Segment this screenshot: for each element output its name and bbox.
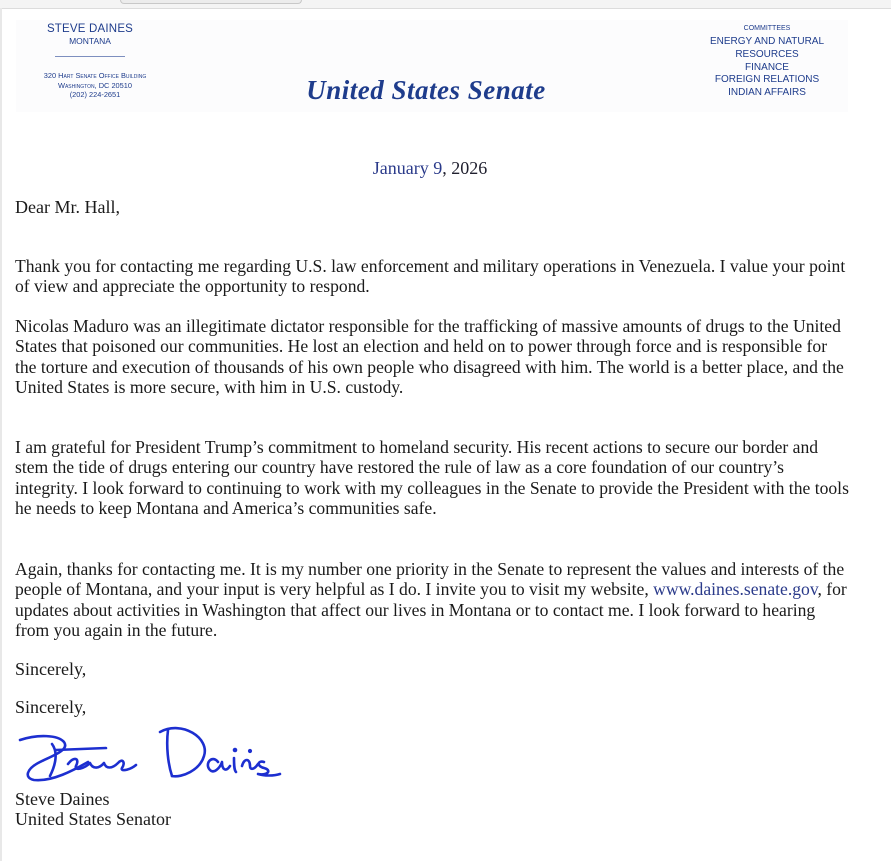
letterhead-title: United States Senate — [306, 75, 546, 105]
signature-name: Steve Daines — [15, 789, 110, 809]
tab-strip — [120, 0, 302, 4]
committee-item: FINANCE — [745, 61, 789, 73]
committee-item: ENERGY AND NATURAL — [709, 36, 825, 47]
office-address — [20, 71, 170, 100]
senator-name: STEVE DAINES — [46, 23, 134, 35]
address-line: (202) 224-2651 — [69, 90, 121, 99]
body-paragraph: Thank you for contacting me regarding U.S. law enforcement and military operations in Venezuela. I value your point of view and appreciate the opportunity to respond. — [15, 256, 846, 297]
committees-block — [696, 25, 838, 100]
committee-item: FOREIGN RELATIONS — [714, 74, 820, 86]
website-link[interactable]: www.daines.senate.gov — [653, 579, 818, 600]
window-left-edge — [0, 8, 2, 861]
salutation: Dear Mr. Hall, — [15, 197, 120, 217]
signature-title: United States Senator — [15, 809, 171, 830]
committee-item: RESOURCES — [735, 48, 799, 60]
letterhead-divider — [55, 56, 125, 57]
senator-state: MONTANA — [69, 36, 111, 46]
address-line: 320 Hart Senate Office Building — [43, 71, 147, 80]
browser-top-bar — [0, 0, 891, 9]
paragraph-text: , for updates about activities in Washington that affect our lives in Montana or to contact me. I look forward to hearing from you again in the future. — [15, 579, 847, 641]
address-line: Washington, DC 20510 — [58, 80, 132, 90]
letter-date — [0, 158, 860, 179]
body-paragraph — [15, 559, 850, 641]
closing: Sincerely, — [15, 697, 87, 717]
date-year: , 2026 — [442, 158, 488, 178]
body-paragraph: Nicolas Maduro was an illegitimate dictator responsible for the trafficking of massive amounts of drugs to the United States that poisoned our communities. He lost an election and held on to power through force and is responsible for the torture and execution of thousands of his own people who disagreed with him. The world is a better place, and the United States is more secure, with him in U.S. custody. — [15, 316, 844, 398]
letterhead — [16, 20, 848, 112]
paragraph-text: Again, thanks for contacting me. It is my number one priority in the Senate to represent the values and interests of the people of Montana, and your input is very helpful as I do. I invite you to visit my website, — [15, 559, 845, 600]
date-day: 9 — [433, 158, 443, 178]
date-month: January — [372, 158, 429, 178]
signature-block — [15, 789, 171, 830]
committees-heading: COMMITTEES — [743, 25, 791, 32]
committee-item: INDIAN AFFAIRS — [728, 87, 806, 99]
senator-block — [16, 23, 164, 57]
body-paragraph: I am grateful for President Trump’s commitment to homeland security. His recent actions to secure our border and stem the tide of drugs entering our country have restored the rule of law as a core foundation of our country’s integrity. I look forward to continuing to work with my colleagues in the Senate to provide the President with the tools he needs to keep Montana and America’s communities safe. — [15, 437, 849, 519]
handwritten-signature — [12, 718, 282, 788]
closing: Sincerely, — [15, 659, 87, 679]
